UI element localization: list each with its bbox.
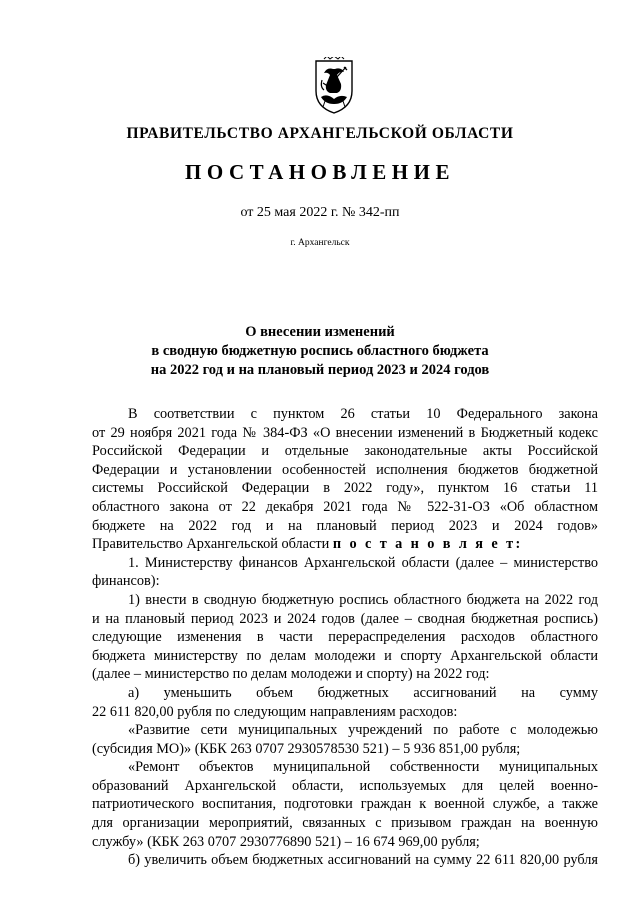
- body-line: (далее – министерство по делам молодежи и спорту) на 2022 год:: [92, 666, 490, 683]
- body-line-text: Правительство Архангельской области: [92, 536, 330, 553]
- body-line: от 29 ноября 2021 года № 384-ФЗ «О внесении изменений в Бюджетный кодекс: [92, 424, 598, 441]
- body-line: а) уменьшить объем бюджетных ассигнований на сумму: [128, 684, 598, 701]
- body-line: «Ремонт объектов муниципальной собственности муниципальных: [128, 759, 598, 776]
- body-line: службу» (КБК 263 0707 2930776890 521) – 16 674 969,00 рубля;: [92, 833, 480, 850]
- body-line: финансов):: [92, 573, 160, 590]
- body-line: [92, 535, 598, 554]
- body-line: бюджета министерству по делам молодежи и спорту Архангельской области: [92, 647, 598, 664]
- title-line: на 2022 год и на плановый период 2023 и 2024 годов: [150, 362, 490, 378]
- body-line: Федерации и установлении особенностей исполнения бюджетов бюджетной: [92, 461, 598, 478]
- document-city: г. Архангельск: [290, 238, 350, 248]
- body-line: образований Архангельской области, используемых для целей военно-: [92, 777, 598, 794]
- document-type: ПОСТАНОВЛЕНИЕ: [185, 160, 455, 184]
- body-line: 1. Министерству финансов Архангельской области (далее – министерство: [128, 554, 598, 571]
- document-body: [92, 405, 598, 870]
- body-line: 22 611 820,00 рубля по следующим направлениям расходов:: [92, 703, 458, 720]
- body-line: системы Российской Федерации в 2022 году», пунктом 16 статьи 11: [92, 480, 598, 497]
- body-line: бюджете на 2022 год и на плановый период 2023 и 2024 годов»: [92, 517, 598, 534]
- body-line: следующие изменения в части перераспределения расходов областного: [92, 629, 598, 646]
- document-title: [0, 323, 640, 380]
- coat-of-arms-icon: [313, 57, 355, 115]
- body-line: патриотического воспитания, подготовки граждан к военной службе, а также: [92, 796, 598, 813]
- resolves-word: п о с т а н о в л я е т:: [332, 536, 523, 553]
- title-line: О внесении изменений: [245, 324, 395, 340]
- title-line: в сводную бюджетную роспись областного бюджета: [151, 343, 489, 359]
- body-line: 1) внести в сводную бюджетную роспись областного бюджета на 2022 год: [128, 591, 598, 608]
- government-name: ПРАВИТЕЛЬСТВО АРХАНГЕЛЬСКОЙ ОБЛАСТИ: [126, 125, 514, 142]
- body-line: областного закона от 22 декабря 2021 года № 522-31-ОЗ «Об областном: [92, 498, 598, 515]
- document-date-number: от 25 мая 2022 г. № 342-пп: [240, 205, 400, 220]
- body-line: «Развитие сети муниципальных учреждений по работе с молодежью: [128, 722, 598, 739]
- body-line: (субсидия МО)» (КБК 263 0707 2930578530 521) – 5 936 851,00 рубля;: [92, 740, 521, 757]
- body-line: б) увеличить объем бюджетных ассигнований на сумму 22 611 820,00 рубля: [128, 852, 598, 869]
- body-line: В соответствии с пунктом 26 статьи 10 Федерального закона: [128, 406, 598, 422]
- body-line: и на плановый период 2023 и 2024 годов (далее – сводная бюджетная роспись): [92, 610, 598, 627]
- body-line: Российской Федерации и отдельные законодательные акты Российской: [92, 443, 598, 460]
- body-line: для организации мероприятий, связанных с призывом граждан на военную: [92, 815, 598, 832]
